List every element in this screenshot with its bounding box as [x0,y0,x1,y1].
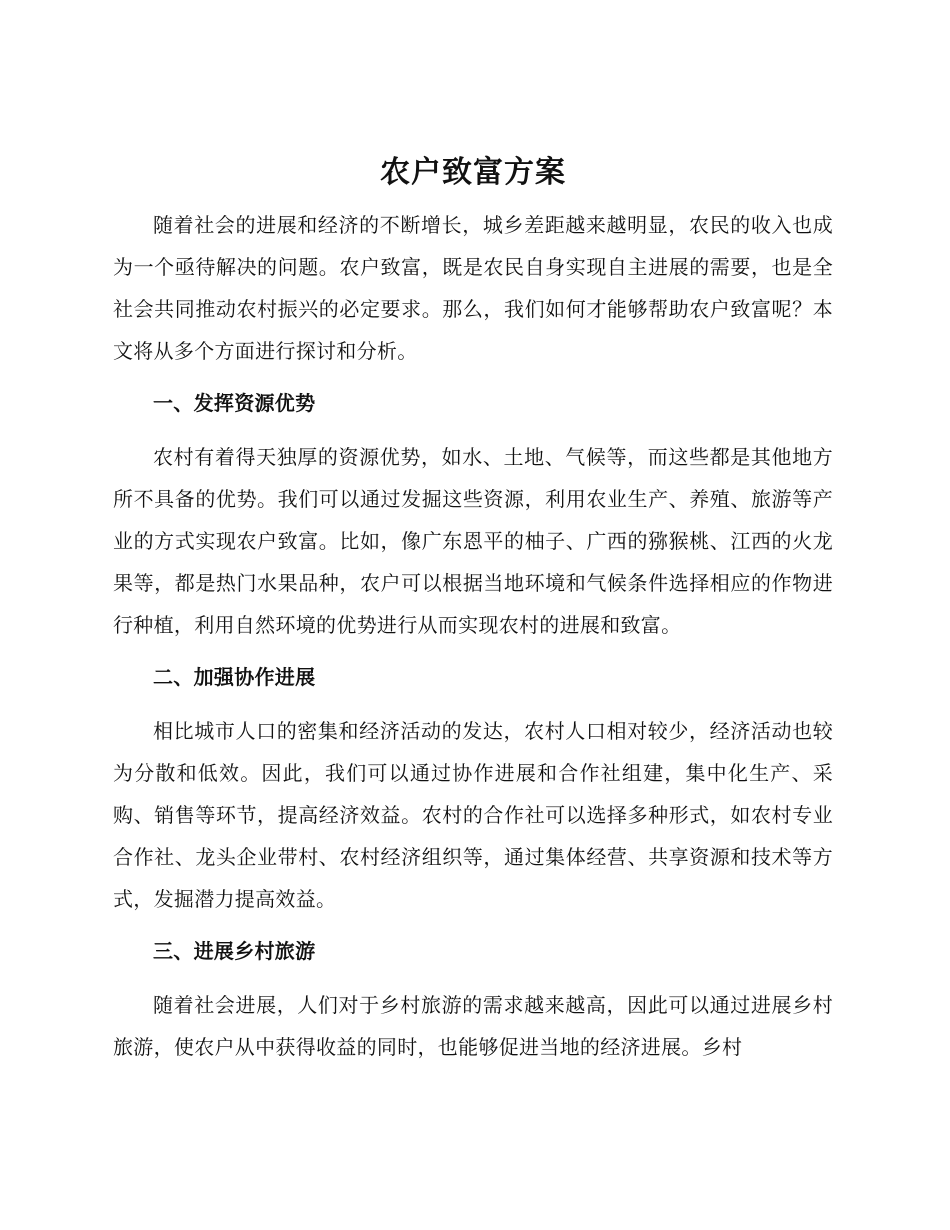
section-body-2: 相比城市人口的密集和经济活动的发达，农村人口相对较少，经济活动也较为分散和低效。因此，我们可以通过协作进展和合作社组建，集中化生产、采购、销售等环节，提高经济效益。农村的合作社可以选择多种形式，如农村专业合作社、龙头企业带村、农村经济组织等，通过集体经营、共享资源和技术等方式，发掘潜力提高效益。 [113,719,833,911]
section-heading-2: 二、加强协作进展 [153,665,316,689]
section-body-3: 随着社会进展，人们对于乡村旅游的需求越来越高，因此可以通过进展乡村旅游，使农户从中获得收益的同时，也能够促进当地的经济进展。乡村 [113,993,833,1059]
section-heading-1: 一、发挥资源优势 [153,391,316,415]
intro-paragraph: 随着社会的进展和经济的不断增长，城乡差距越来越明显，农民的收入也成为一个亟待解决的问题。农户致富，既是农民自身实现自主进展的需要，也是全社会共同推动农村振兴的必定要求。那么，我们如何才能够帮助农户致富呢？本文将从多个方面进行探讨和分析。 [113,213,833,363]
document-title: 农户致富方案 [380,155,566,190]
document-page [113,148,833,1078]
section-body-1: 农村有着得天独厚的资源优势，如水、土地、气候等，而这些都是其他地方所不具备的优势。我们可以通过发掘这些资源，利用农业生产、养殖、旅游等产业的方式实现农户致富。比如，像广东恩平的柚子、广西的猕猴桃、江西的火龙果等，都是热门水果品种，农户可以根据当地环境和气候条件选择相应的作物进行种植，利用自然环境的优势进行从而实现农村的进展和致富。 [113,445,833,637]
section-heading-3: 三、进展乡村旅游 [153,939,316,963]
